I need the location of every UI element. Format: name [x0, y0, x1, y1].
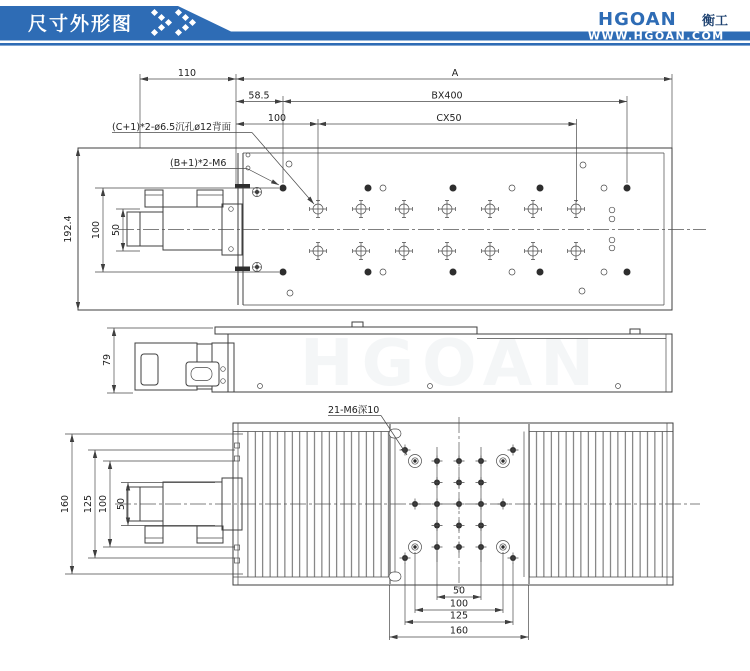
dim-100-top-label: 100 [267, 113, 287, 124]
bottom-view [60, 405, 700, 640]
dim-bottom-160-label: 160 [449, 625, 469, 637]
motor-bottom-view [127, 478, 242, 543]
dsub-connector [186, 362, 225, 386]
top-view-callouts [112, 121, 314, 204]
dim-110-label: 110 [177, 68, 197, 79]
dim-left-100-label: 100 [98, 494, 109, 514]
header-banner [0, 6, 750, 46]
brand-logo-cn: 衡工 [702, 14, 729, 29]
motor-top-view [127, 190, 242, 255]
dim-100-left-label: 100 [91, 220, 102, 240]
dim-192-4-label: 192.4 [63, 215, 74, 243]
dim-left-160-label: 160 [60, 494, 71, 514]
watermark-text: HGOAN [300, 327, 602, 401]
tap-21-m6-label: 21-M6深10 [328, 405, 380, 416]
counterbore-callout-label: (C+1)*2-ø6.5沉孔ø12背面 [112, 122, 232, 133]
brand-logo-text: HGOAN [598, 9, 677, 30]
dim-BX400-label: BX400 [431, 90, 463, 102]
top-view [63, 68, 706, 310]
dim-left-50-label: 50 [116, 497, 127, 511]
brand-logo [598, 9, 728, 30]
dim-50-left-label: 50 [111, 223, 122, 237]
dim-CX50-label: CX50 [436, 113, 462, 124]
dim-left-125-label: 125 [83, 494, 94, 514]
page-title: 尺寸外形图 [28, 13, 134, 35]
dim-bottom-125-label: 125 [449, 610, 469, 622]
dim-79-label: 79 [102, 353, 113, 367]
dim-bottom-100-label: 100 [449, 598, 469, 610]
dim-A-label: A [451, 68, 459, 79]
hole-pattern-top-view [229, 153, 631, 296]
dim-bottom-50-label: 50 [452, 585, 466, 597]
tap-callout-label: (B+1)*2-M6 [170, 158, 227, 169]
dim-58-5-label: 58.5 [248, 90, 270, 102]
header-divider [0, 43, 750, 46]
brand-website: WWW.HGOAN.COM [588, 29, 725, 43]
motor-side-view [135, 343, 234, 392]
